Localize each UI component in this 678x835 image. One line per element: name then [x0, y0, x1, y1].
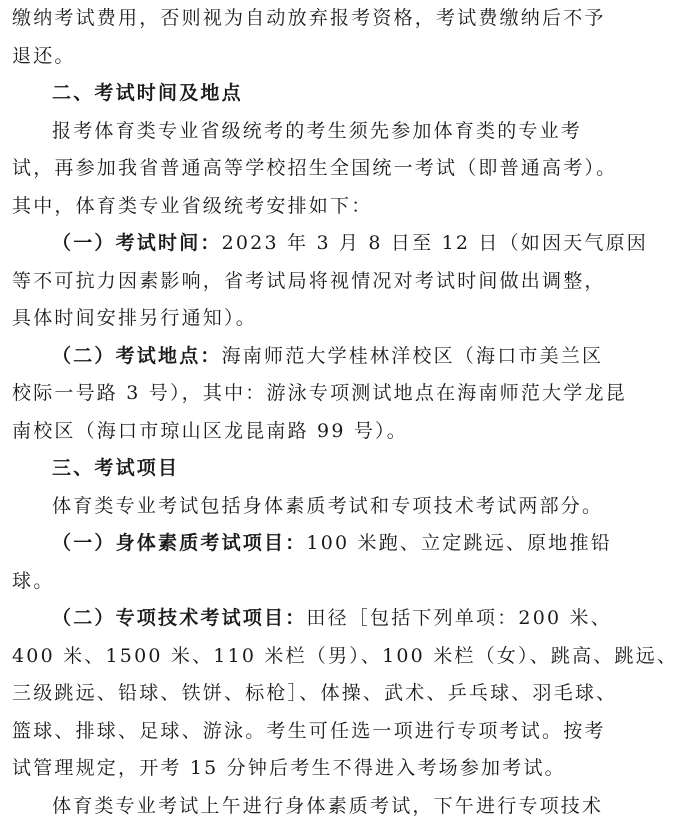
exam-time-text: 2023 年 3 月 8 日至 12 日（如因天气原因 [221, 232, 648, 254]
paragraph-line: 退还。 [12, 44, 76, 67]
paragraph-line: 三级跳远、铅球、铁饼、标枪］、体操、武术、乒乓球、羽毛球、 [12, 682, 618, 704]
paragraph-line: 其中，体育类专业省级统考安排如下： [12, 194, 373, 217]
paragraph-line: 等不可抗力因素影响，省考试局将视情况对考试时间做出调整， [12, 269, 606, 292]
skill-items-label: （二）专项技术考试项目： [52, 607, 307, 629]
paragraph-line [12, 338, 604, 376]
paragraph-line [12, 600, 612, 638]
paragraph-line [12, 525, 612, 563]
exam-time-label: （一）考试时间： [52, 232, 222, 254]
paragraph-line [12, 225, 648, 263]
fitness-items-label: （一）身体素质考试项目： [52, 532, 307, 554]
paragraph-line: 缴纳考试费用，否则视为自动放弃报考资格，考试费缴纳后不予 [12, 7, 606, 29]
paragraph-line: 报考体育类专业省级统考的考生须先参加体育类的专业考 [52, 119, 583, 142]
section-heading: 二、考试时间及地点 [52, 82, 243, 104]
section-heading: 三、考试项目 [52, 457, 180, 479]
paragraph-line: 体育类专业考试上午进行身体素质考试，下午进行专项技术 [52, 794, 604, 817]
paragraph-line: 校际一号路 3 号），其中：游泳专项测试地点在海南师范大学龙昆 [12, 382, 627, 404]
paragraph-line: 试，再参加我省普通高等学校招生全国统一考试（即普通高考）。 [12, 157, 618, 179]
exam-place-label: （二）考试地点： [52, 344, 222, 367]
paragraph-line: 具体时间安排另行通知）。 [12, 307, 257, 329]
fitness-items-text: 100 米跑、立定跳远、原地推铅 [306, 532, 612, 554]
paragraph-line: 体育类专业考试包括身体素质考试和专项技术考试两部分。 [52, 494, 604, 517]
paragraph-line: 南校区（海口市琼山区龙昆南路 99 号）。 [12, 419, 408, 442]
paragraph-line: 试管理规定，开考 15 分钟后考生不得进入考场参加考试。 [12, 757, 566, 779]
document-page [12, 0, 678, 825]
paragraph-line: 400 米、1500 米、110 米栏（男）、100 米栏（女）、跳高、跳远、 [12, 644, 678, 667]
paragraph-line: 球。 [12, 569, 55, 592]
exam-place-text: 海南师范大学桂林洋校区（海口市美兰区 [221, 344, 604, 367]
paragraph-line: 篮球、排球、足球、游泳。考生可任选一项进行专项考试。按考 [12, 719, 606, 742]
skill-items-text: 田径［包括下列单项：200 米、 [306, 607, 612, 629]
